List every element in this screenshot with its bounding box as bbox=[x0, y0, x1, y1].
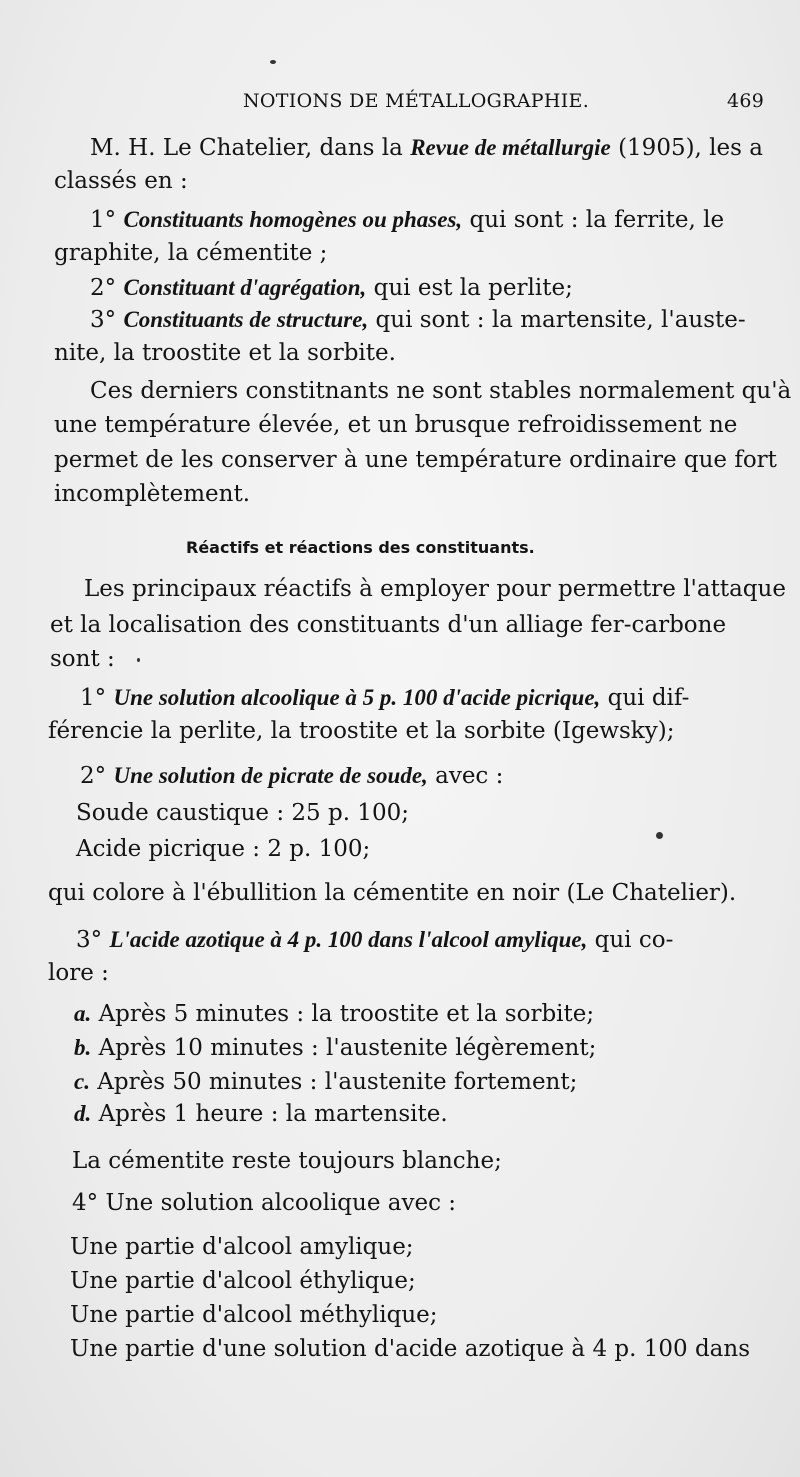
list-item: c. Après 50 minutes : l'austenite fortement; bbox=[74, 1069, 578, 1095]
text-line: et la localisation des constituants d'un alliage fer-carbone bbox=[50, 612, 727, 638]
text-line: 4° Une solution alcoolique avec : bbox=[72, 1190, 457, 1216]
text-line: Ces derniers constitnants ne sont stables normalement qu'à bbox=[90, 378, 792, 404]
text-line: Une partie d'une solution d'acide azotique à 4 p. 100 dans bbox=[70, 1336, 751, 1362]
text-line: M. H. Le Chatelier, dans la Revue de métallurgie (1905), les a bbox=[90, 135, 763, 161]
text-line: La cémentite reste toujours blanche; bbox=[72, 1148, 502, 1174]
text-line: classés en : bbox=[54, 168, 188, 194]
print-speck bbox=[137, 658, 140, 662]
running-header: NOTIONS DE MÉTALLOGRAPHIE. bbox=[243, 90, 590, 112]
text-line: Une partie d'alcool éthylique; bbox=[70, 1268, 416, 1294]
list-item: 3° L'acide azotique à 4 p. 100 dans l'alcool amylique, qui co- bbox=[76, 927, 674, 953]
text-line: Une partie d'alcool méthylique; bbox=[70, 1302, 438, 1328]
print-speck bbox=[270, 60, 276, 64]
text-line: sont : bbox=[50, 646, 115, 672]
list-item: 2° Une solution de picrate de soude, avec : bbox=[80, 763, 504, 789]
list-item: a. Après 5 minutes : la troostite et la sorbite; bbox=[74, 1001, 595, 1027]
list-item: b. Après 10 minutes : l'austenite légèrement; bbox=[74, 1035, 597, 1061]
text-line: incomplètement. bbox=[54, 481, 251, 507]
text-line: férencie la perlite, la troostite et la sorbite (Igewsky); bbox=[48, 718, 675, 744]
text-line: Une partie d'alcool amylique; bbox=[70, 1234, 414, 1260]
text-line: Les principaux réactifs à employer pour permettre l'attaque bbox=[84, 576, 786, 602]
section-heading: Réactifs et réactions des constituants. bbox=[186, 538, 535, 557]
text-line: Acide picrique : 2 p. 100; bbox=[76, 836, 371, 862]
text-line: graphite, la cémentite ; bbox=[54, 240, 328, 266]
list-item: 3° Constituants de structure, qui sont : la martensite, l'auste- bbox=[90, 307, 746, 333]
text-line: Soude caustique : 25 p. 100; bbox=[76, 800, 409, 826]
text-line: nite, la troostite et la sorbite. bbox=[54, 340, 396, 366]
text-line: qui colore à l'ébullition la cémentite en noir (Le Chatelier). bbox=[48, 880, 737, 906]
list-item: 1° Une solution alcoolique à 5 p. 100 d'acide picrique, qui dif- bbox=[80, 685, 690, 711]
page-number: 469 bbox=[727, 90, 765, 112]
list-item: 2° Constituant d'agrégation, qui est la perlite; bbox=[90, 275, 573, 301]
list-item: 1° Constituants homogènes ou phases, qui sont : la ferrite, le bbox=[90, 207, 725, 233]
text-line: permet de les conserver à une température ordinaire que fort bbox=[54, 447, 777, 473]
print-speck bbox=[656, 832, 663, 839]
text-line: une température élevée, et un brusque refroidissement ne bbox=[54, 412, 738, 438]
list-item: d. Après 1 heure : la martensite. bbox=[74, 1101, 448, 1127]
text-line: lore : bbox=[48, 960, 109, 986]
